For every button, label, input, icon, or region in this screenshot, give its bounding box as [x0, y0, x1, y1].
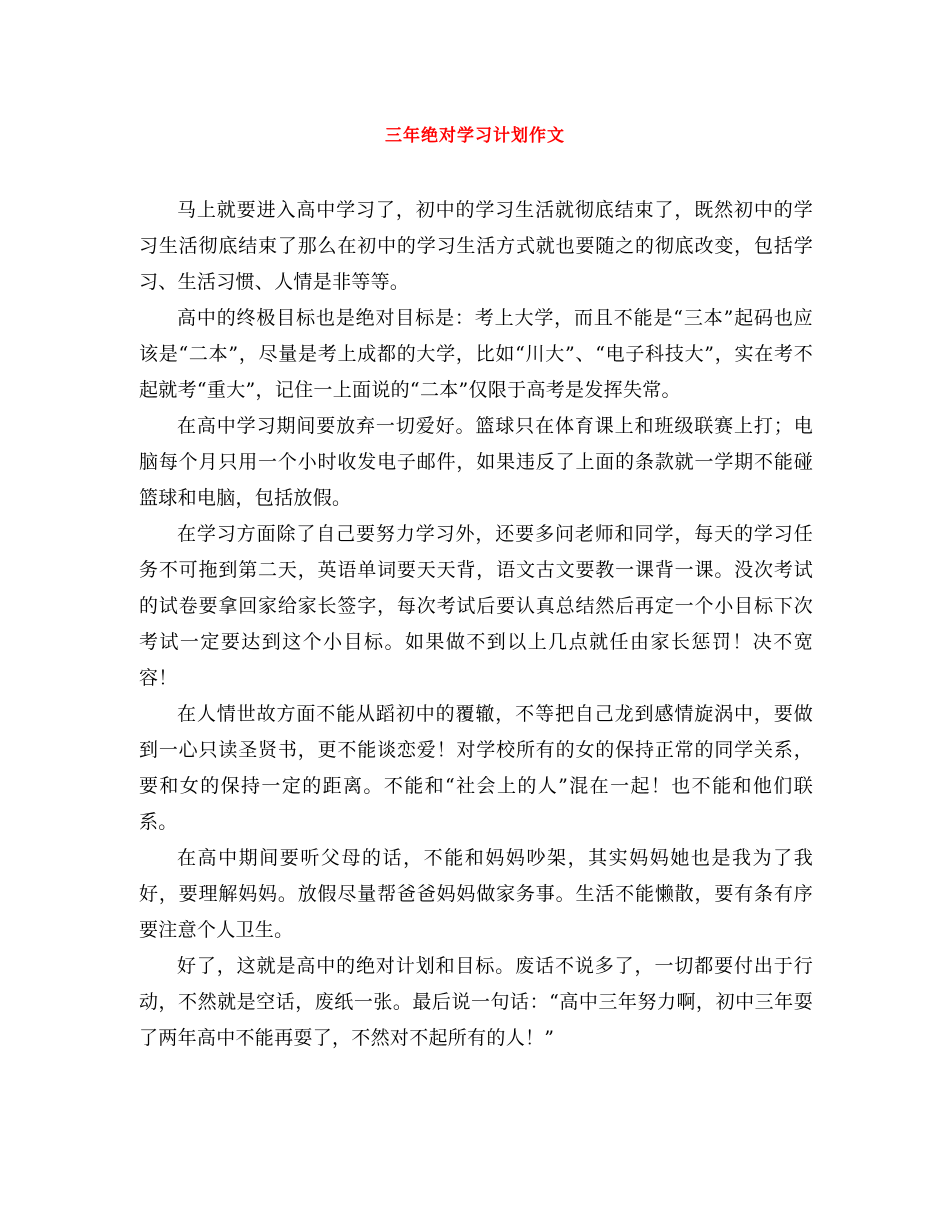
- paragraph-5: 在人情世故方面不能从蹈初中的覆辙，不等把自己龙到感情旋涡中，要做到一心只读圣贤书，更不能谈恋爱！对学校所有的女的保持正常的同学关系，要和女的保持一定的距离。不能和“社会上的人”混在一起！也不能和他们联系。: [139, 703, 813, 833]
- paragraph-4: 在学习方面除了自己要努力学习外，还要多问老师和同学，每天的学习任务不可拖到第二天，英语单词要天天背，语文古文要教一课背一课。没次考试的试卷要拿回家给家长签字，每次考试后要认真总结然后再定一个小目标下次考试一定要达到这个小目标。如果做不到以上几点就任由家长惩罚！决不宽容！: [139, 523, 813, 689]
- document-title: 三年绝对学习计划作文: [385, 126, 565, 146]
- paragraph-7: 好了，这就是高中的绝对计划和目标。废话不说多了，一切都要付出于行动，不然就是空话，废纸一张。最后说一句话：“高中三年努力啊，初中三年耍了两年高中不能再耍了，不然对不起所有的人！”: [139, 955, 813, 1049]
- document-body: [139, 192, 813, 1056]
- paragraph-3: 在高中学习期间要放弃一切爱好。篮球只在体育课上和班级联赛上打；电脑每个月只用一个小时收发电子邮件，如果违反了上面的条款就一学期不能碰篮球和电脑，包括放假。: [139, 415, 813, 509]
- paragraph-2: 高中的终极目标也是绝对目标是：考上大学，而且不能是“三本”起码也应该是“二本”，尽量是考上成都的大学，比如“川大”、“电子科技大”，实在考不起就考“重大”，记住一上面说的“二本”仅限于高考是发挥失常。: [139, 307, 813, 401]
- paragraph-6: 在高中期间要听父母的话，不能和妈妈吵架，其实妈妈她也是我为了我好，要理解妈妈。放假尽量帮爸爸妈妈做家务事。生活不能懒散，要有条有序要注意个人卫生。: [139, 847, 813, 941]
- paragraph-1: 马上就要进入高中学习了，初中的学习生活就彻底结束了，既然初中的学习生活彻底结束了那么在初中的学习生活方式就也要随之的彻底改变，包括学习、生活习惯、人情是非等等。: [139, 199, 813, 293]
